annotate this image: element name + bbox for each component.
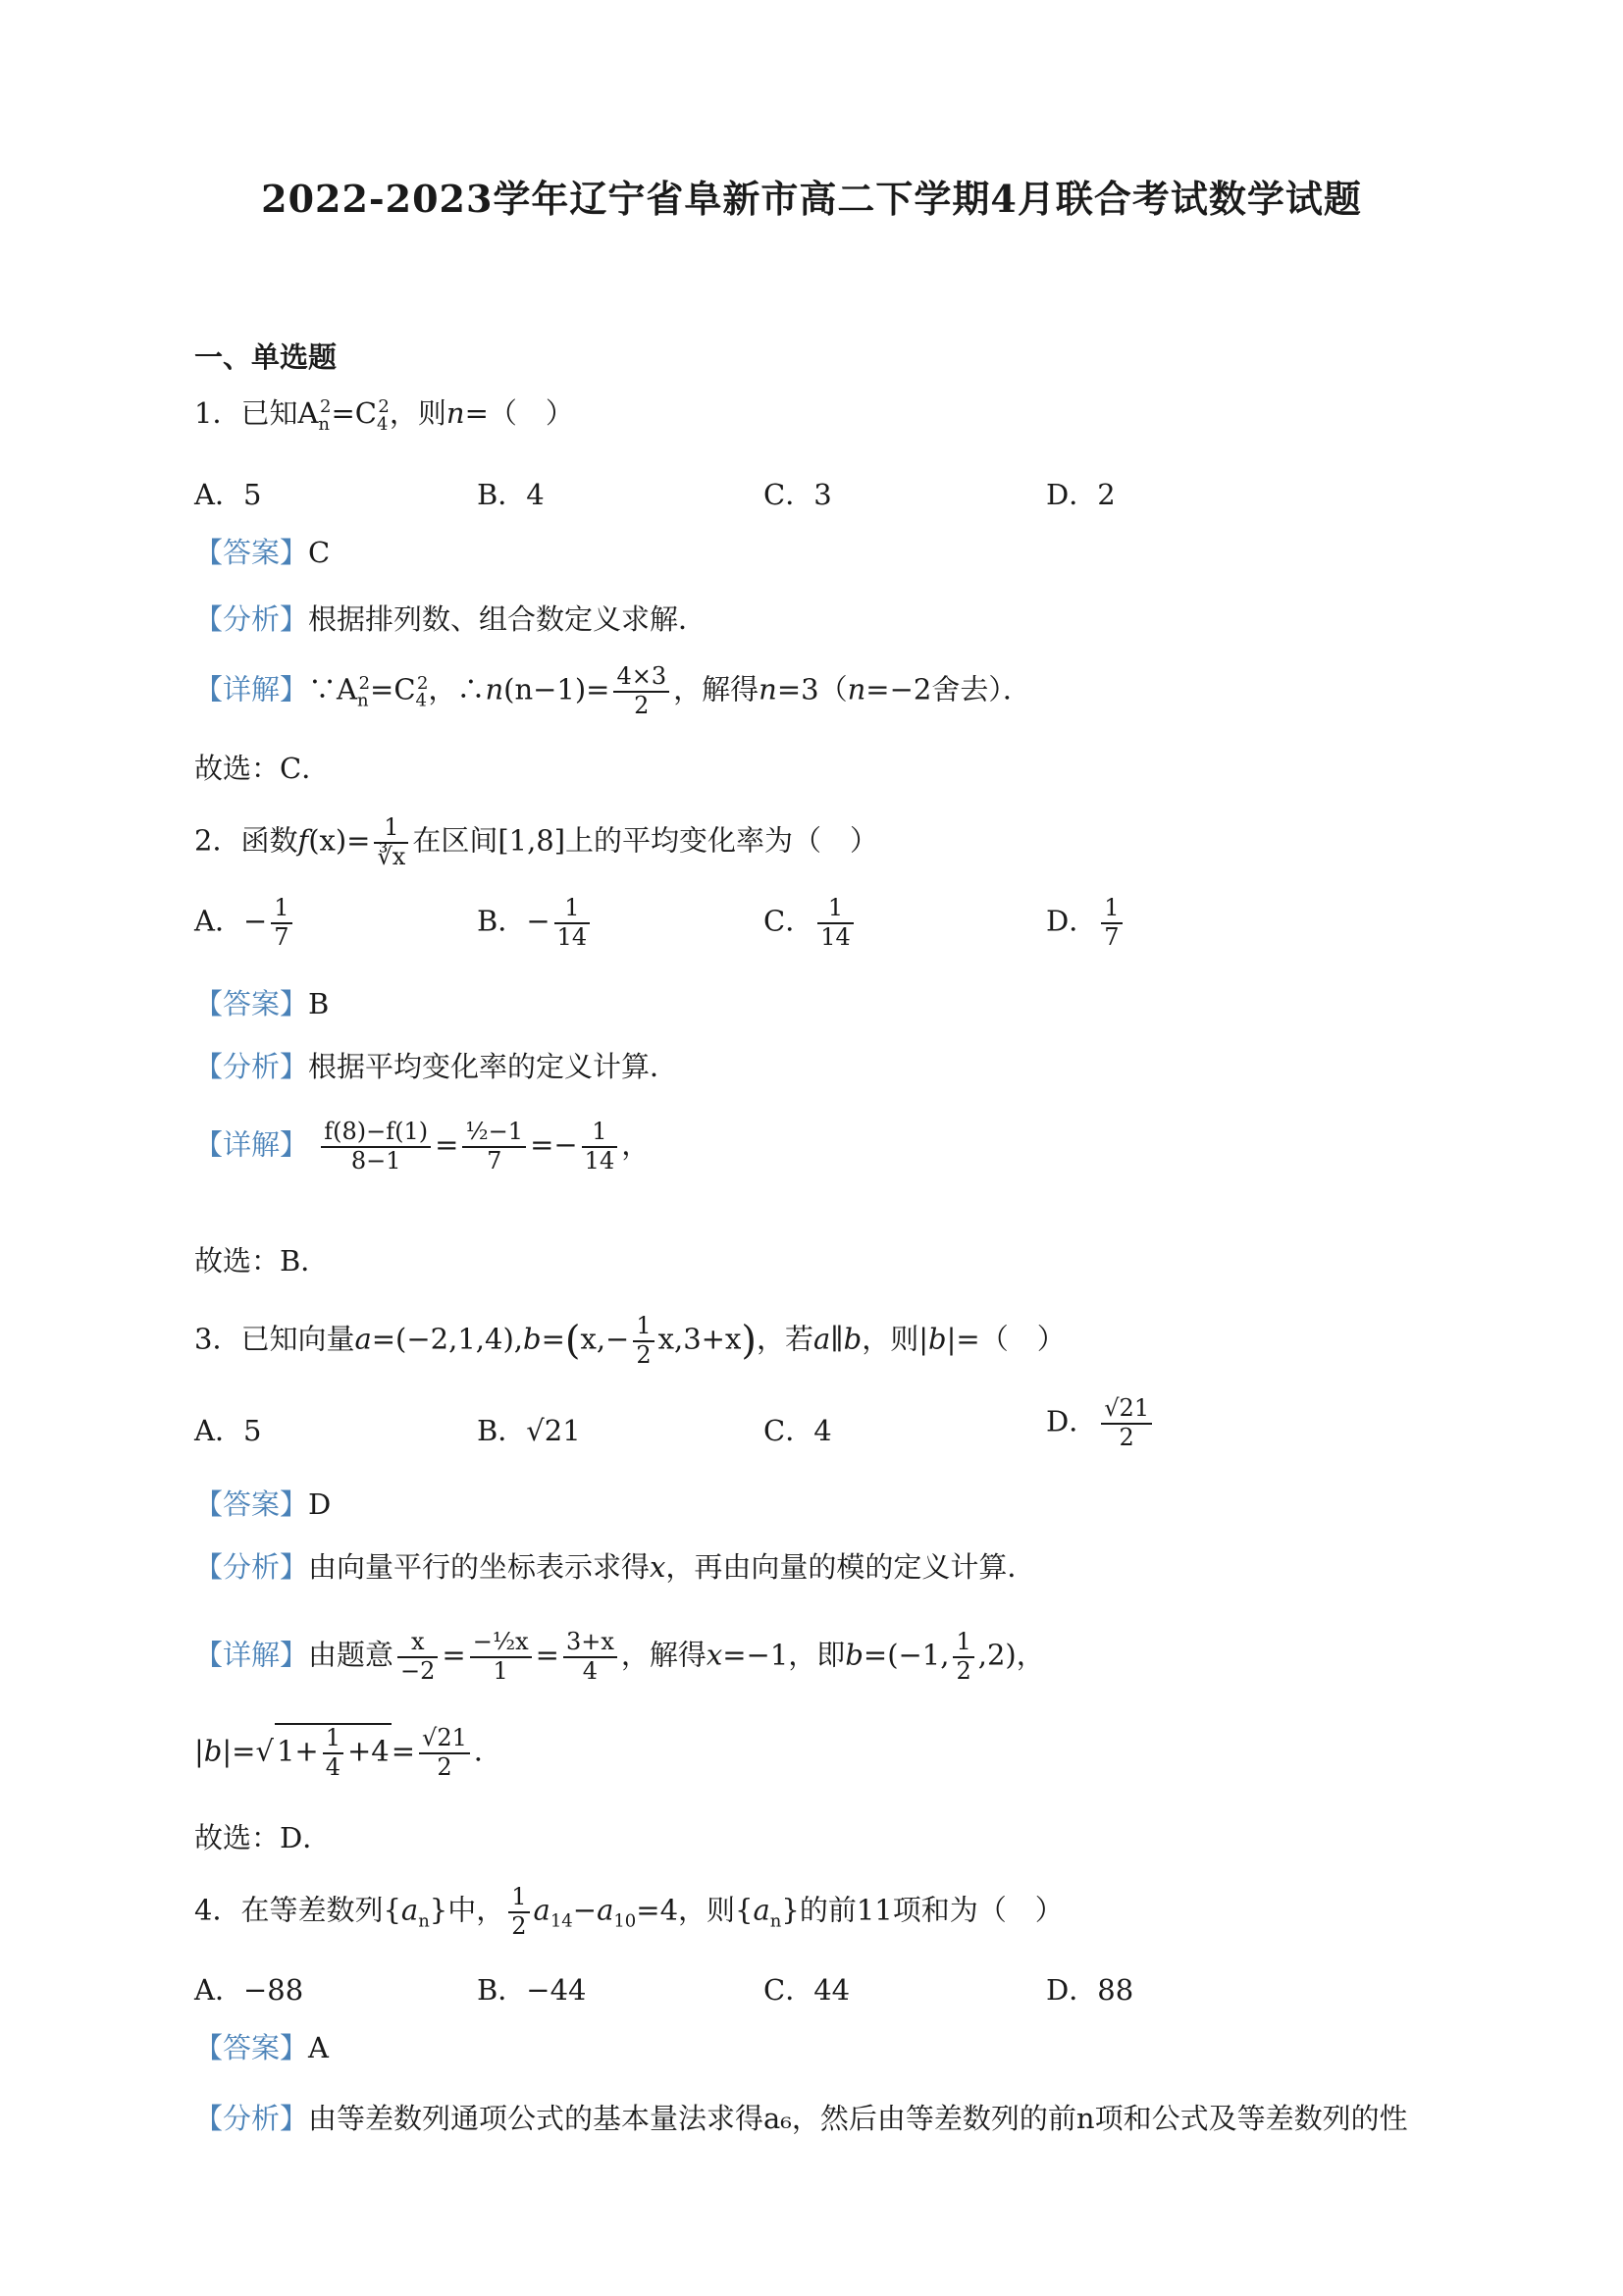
question-3-option-b: B．√21 [477, 1414, 581, 1447]
question-2-conclusion: 故选：B． [194, 1244, 330, 1278]
question-3-option-a: A．5 [194, 1414, 262, 1447]
question-2-stem: 2．函数f(x)= $\frac{1}{∛x}$ 在区间[1,8]上的平均变化率为（ ） [194, 813, 879, 870]
question-4-answer: 【答案】A [194, 2031, 329, 2064]
question-1-conclusion: 故选：C． [194, 752, 331, 785]
question-3-conclusion: 故选：D． [194, 1821, 332, 1854]
question-1-option-c: C．3 [763, 478, 832, 511]
fraction: $\frac{4\times 3}{2}$ [613, 663, 669, 719]
question-1-option-a: A．5 [194, 478, 262, 511]
question-3-answer: 【答案】D [194, 1487, 332, 1521]
question-3-stem: 3．已知向量a=(−2,1,4),b=(x,− $\frac{1}{2}$ x,3+x)，若a∥b，则|b|=（ ） [194, 1312, 1066, 1369]
question-4-option-a: A．−88 [194, 1973, 304, 2007]
page-title: 2022-2023学年辽宁省阜新市高二下学期4月联合考试数学试题 [261, 177, 1362, 221]
question-2-option-b: B．− $\frac{1}{14}$ [477, 895, 594, 951]
question-1-option-b: B．4 [477, 478, 545, 511]
question-4-stem: 4．在等差数列$\{a_n\}$中， $\frac{1}{2}$ $a_{14}-a_{10}=4$，则$\{a_n\}$的前11项和为（ ） [194, 1883, 1064, 1940]
question-1-answer: 【答案】C [194, 536, 331, 569]
question-2-option-d: D． $\frac{1}{7}$ [1046, 895, 1126, 951]
question-2-option-c: C． $\frac{1}{14}$ [763, 895, 858, 951]
section-heading: 一、单选题 [194, 340, 338, 374]
question-1-option-d: D．2 [1046, 478, 1116, 511]
question-3-modulus: |b|=√ 1+ $\frac{1}{4}$ +4= $\frac{√21}{2}$ ． [194, 1724, 502, 1781]
question-2-analysis: 【分析】根据平均变化率的定义计算． [194, 1050, 679, 1083]
question-3-option-d: D． $\frac{√21}{2}$ [1046, 1395, 1156, 1451]
fraction: $\frac{1}{∛x}$ [374, 814, 408, 870]
question-1-analysis: 【分析】根据排列数、组合数定义求解． [194, 602, 707, 636]
question-4-analysis: 【分析】由等差数列通项公式的基本量法求得a₆，然后由等差数列的前n项和公式及等差数列的性 [194, 2102, 1408, 2135]
question-4-option-d: D．88 [1046, 1973, 1134, 2007]
question-2-answer: 【答案】B [194, 987, 330, 1020]
question-3-analysis: 【分析】由向量平行的坐标表示求得x，再由向量的模的定义计算． [194, 1550, 1036, 1584]
question-2-option-a: A．− $\frac{1}{7}$ [194, 895, 296, 951]
question-2-detail: 【详解】 $\frac{f(8)-f(1)}{8-1}$ = $\frac{\text{½−1}}{7}$ =− $\frac{1}{14}$ ， [194, 1118, 651, 1174]
question-3-option-c: C．4 [763, 1414, 832, 1447]
question-1-detail: 【详解】$\because A_n^2=C_4^2$，∴n(n−1)= $\frac{4\times 3}{2}$ ，解得n=3（n=−2舍去）． [194, 662, 1031, 719]
question-1-stem: 1．已知$A_n^2=C_4^2$，则n=（ ） [194, 396, 574, 435]
question-3-detail: 【详解】由题意 $\frac{x}{-2}$ = $\frac{\text{−½x}}{1}$ = $\frac{3+x}{4}$ ，解得x=−1，即b=(−1, $\frac{1}{2}$ ,2)， [194, 1628, 1045, 1685]
question-4-option-c: C．44 [763, 1973, 851, 2007]
question-4-option-b: B．−44 [477, 1973, 587, 2007]
